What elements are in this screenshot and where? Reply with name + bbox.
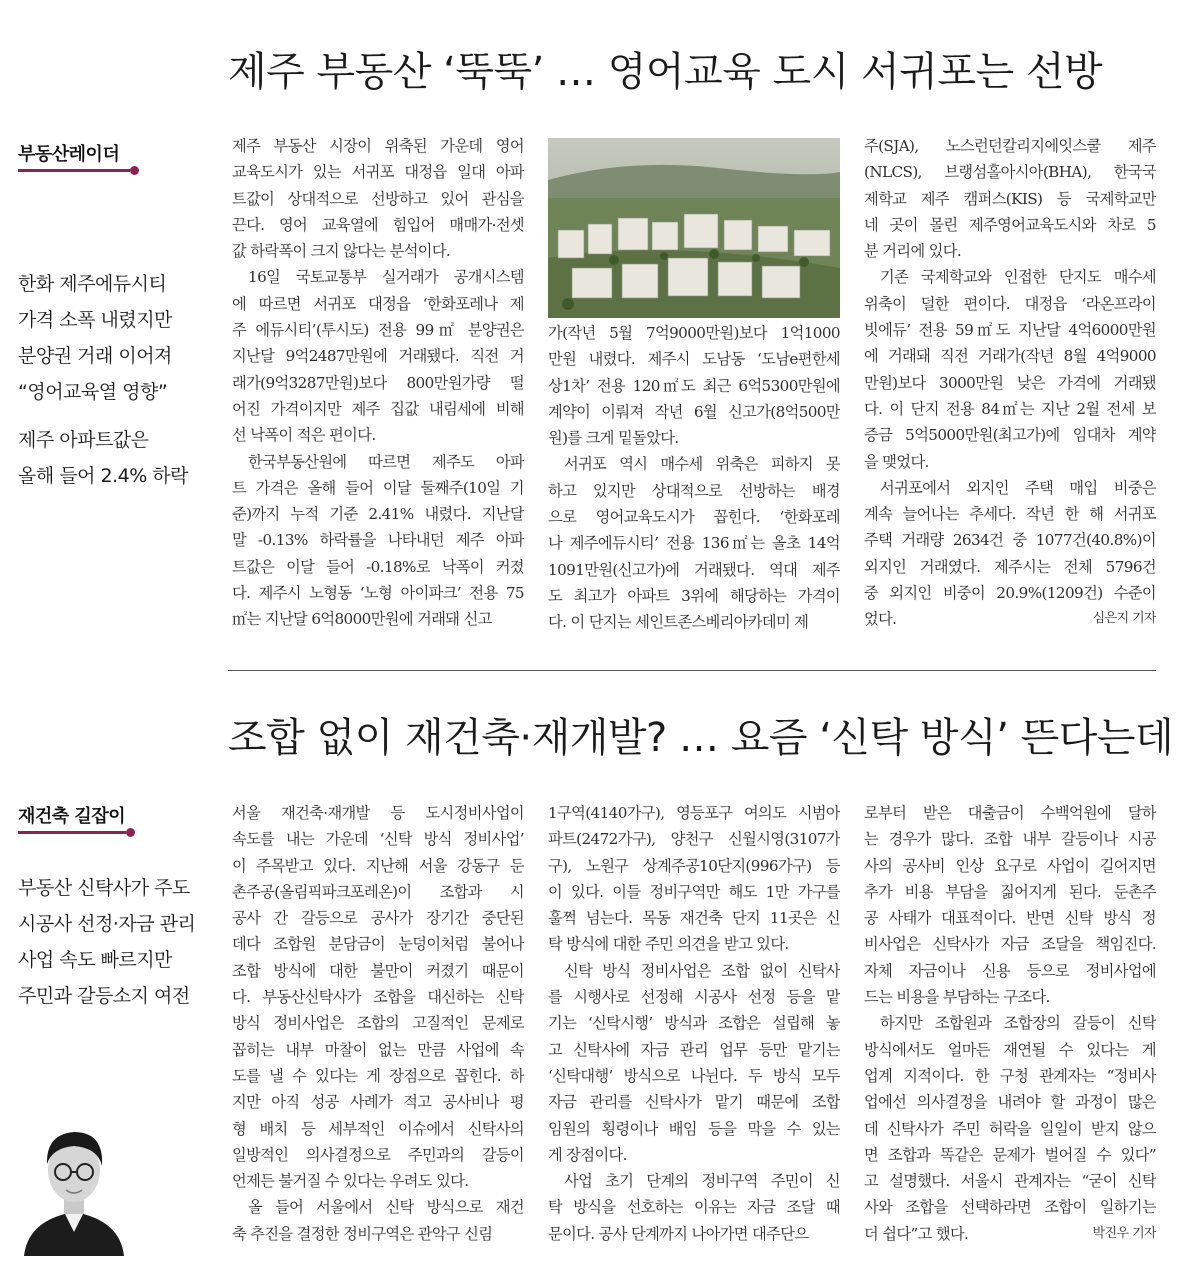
body-text-line: 만원)보다 3000만원 낮은 가격에 거래됐: [864, 373, 1156, 392]
body-text-line: 데 신탁사가 주민 허락을 일일이 받지 않으: [864, 1119, 1156, 1138]
apartment-rendering-image: [548, 138, 840, 318]
article2-subhead: [18, 870, 218, 1014]
body-text-line: 하지만 조합원과 조합장의 갈등이 신탁: [880, 1014, 1156, 1033]
body-text-line: 에 거래돼 직전 거래가(작년 8월 4억9000: [864, 347, 1156, 366]
body-text-line: 증금 5억5000만원(최고가)에 임대차 계약: [864, 426, 1156, 445]
article1-column-3: [864, 133, 1156, 633]
body-text-line: 을 맺었다.: [864, 452, 929, 471]
body-text-fragment: 었다.: [864, 610, 897, 629]
body-text-line: 래가(9억3287만원)보다 800만원가량 떨: [232, 373, 524, 392]
body-text-line: 1구역(4140가구), 영등포구 여의도 시범아: [548, 804, 840, 822]
body-text-line: 축 추진을 결정한 정비구역은 관악구 신림: [232, 1224, 493, 1243]
body-text-line: 가(작년 5월 7억9000만원)보다 1억1000: [548, 324, 840, 342]
body-text-line: 제학교 제주 캠퍼스(KIS) 등 국제학교만: [864, 189, 1156, 208]
body-text-line: 를 시행사로 선정해 시공사 선정 등을 맡: [548, 988, 840, 1007]
subhead-line: 제주 아파트값은: [18, 429, 149, 451]
body-text-line: 값 하락폭이 크지 않다는 분석이다.: [232, 242, 451, 261]
body-text-line: 구), 노원구 상계주공10단지(996가구) 등: [548, 856, 840, 875]
article2-column-3: [864, 800, 1156, 1247]
reporter-byline: 심은지 기자: [1092, 611, 1156, 627]
body-text-line: 언제든 불거질 수 있다는 우려도 있다.: [232, 1172, 469, 1191]
body-text-line: 공 사태가 대표적이다. 반면 신탁 방식 정: [864, 909, 1156, 928]
body-text-line: 일방적인 의사결정으로 주민과의 갈등이: [232, 1145, 524, 1164]
body-text-line: 주(SJA), 노스런던칼리지에잇스쿨 제주: [864, 137, 1156, 155]
body-text-line: ‘신탁대행’ 방식으로 나뉜다. 두 방식 모두: [548, 1066, 840, 1085]
body-text-line: 방식에서도 얼마든 재연될 수 있다는 게: [864, 1040, 1156, 1059]
body-text-line: 어진 가격이지만 제주 집값 내림세에 비해: [232, 399, 524, 418]
body-text-line: 나 제주에듀시티’ 전용 136㎡는 올초 14억: [548, 534, 840, 553]
subhead-line: 주민과 갈등소지 여전: [18, 985, 190, 1007]
body-text-line: 자체 자금이나 신용 등으로 정비사업에: [864, 961, 1156, 980]
body-text-line: 트값이 상대적으로 선방하고 있어 관심을: [232, 189, 524, 208]
body-text-line: 추가 비용 부담을 짊어지게 된다. 둔촌주: [864, 882, 1156, 901]
body-text-line: 이 주목받고 있다. 지난해 서울 강동구 둔: [232, 856, 524, 875]
article1-column-1: [232, 133, 524, 633]
body-text-line: 고 신탁사에 자금 관리 업무 등만 맡기는: [548, 1040, 840, 1059]
body-text-line: 분 거리에 있다.: [864, 242, 962, 261]
body-text-line: 비사업은 신탁사가 자금 조달을 책임진다.: [864, 935, 1156, 954]
body-text-line: 방식 정비사업은 조합의 고질적인 문제로: [232, 1014, 524, 1033]
body-text-line: 공사 간 갈등으로 공사가 장기간 중단된: [232, 909, 524, 928]
body-text-line: [864, 1221, 1156, 1247]
body-text-line: 문이다. 공사 단계까지 나아가면 대주단으: [548, 1224, 809, 1243]
body-text-line: 교육도시가 있는 서귀포 대정읍 일대 아파: [232, 163, 524, 182]
section-underline-dot: [126, 828, 135, 837]
body-text-line: 자금 관리를 신탁사가 맡기 때문에 조합: [548, 1093, 840, 1112]
body-text-line: 에 따르면 서귀포 대정읍 ‘한화포레나 제: [232, 294, 524, 313]
body-text-line: 준)까지 누적 기준 2.41% 내렸다. 지난달: [232, 505, 524, 524]
article2-column-2: [548, 800, 840, 1247]
body-text-line: 다. 이 단지는 세인트존스베리아카데미 제: [548, 613, 809, 632]
body-text-line: 원)를 크게 밑돌았다.: [548, 429, 679, 448]
apartment-rendering-illustration: [548, 138, 840, 318]
body-text-line: 탁 방식에 대한 주민 의견을 받고 있다.: [548, 935, 789, 954]
body-text-line: 꼽히는 내부 마찰이 없는 만큼 사업에 속: [232, 1040, 524, 1059]
body-text-line: 한국부동산원에 따르면 제주도 아파: [248, 452, 524, 471]
reporter-portrait-photo: [18, 1108, 130, 1256]
body-text-line: 사와 조합을 선택하라면 조합이 일하기는: [864, 1198, 1156, 1217]
body-text-line: 하고 있지만 상대적으로 선방하는 배경: [548, 481, 840, 500]
body-text-line: 업계 지적이다. 한 구청 관계자는 “정비사: [864, 1066, 1156, 1085]
body-text-line: 지만 아직 성공 사례가 적고 공사비나 평: [232, 1093, 524, 1112]
body-text-line: 임원의 횡령이나 배임 등을 막을 수 있는: [548, 1119, 840, 1138]
body-text-line: 외지인 거래였다. 제주시는 전체 5796건: [864, 557, 1156, 576]
body-text-line: 서귀포 역시 매수세 위축은 피하지 못: [564, 455, 840, 474]
body-text-line: 주택 거래량 2634건 중 1077건(40.8%)이: [864, 531, 1156, 550]
body-text-line: 이 있다. 이들 정비구역만 해도 1만 가구를: [548, 882, 840, 901]
body-text-line: 말 -0.13% 하락률을 나타내던 제주 아파: [232, 531, 524, 550]
body-text-line: 만원 내렸다. 제주시 도남동 ‘도남e편한세: [548, 350, 840, 369]
body-text-line: 중 외지인 비중이 20.9%(1209건) 수준이: [864, 584, 1156, 603]
body-text-line: 형 배치 등 세부적인 이슈에서 신탁사의: [232, 1119, 524, 1138]
body-text-line: 훌쩍 넘는다. 목동 재건축 단지 11곳은 신: [548, 909, 840, 928]
section-label-real-estate-radar: 부동산레이더: [18, 140, 119, 166]
body-text-line: 네 곳이 몰린 제주영어교육도시와 차로 5: [864, 215, 1156, 234]
body-text-line: 위축이 덜한 편이다. 대정읍 ‘라온프라이: [864, 294, 1156, 313]
body-text-line: 기는 ‘신탁시행’ 방식과 조합은 설립해 놓: [548, 1014, 840, 1033]
article2-column-1: [232, 800, 524, 1247]
body-text-line: ㎡는 지난달 6억8000만원에 거래돼 신고: [232, 610, 492, 629]
subhead-line: 분양권 거래 이어져: [18, 345, 172, 367]
body-text-line: 계약이 이뤄져 작년 6월 신고가(8억500만: [548, 402, 840, 421]
body-text-line: 트값은 이달 들어 -0.18%로 낙폭이 커졌: [232, 557, 524, 576]
section-label-reconstruction-guide: 재건축 길잡이: [18, 802, 125, 828]
subhead-line: 시공사 선정·자금 관리: [18, 913, 196, 935]
body-text-line: 지난달 9억2487만원에 거래됐다. 직전 거: [232, 347, 524, 366]
body-text-line: 고 설명했다. 서울시 관계자는 “굳이 신탁: [864, 1172, 1156, 1191]
body-text-line: 빗에듀’ 전용 59㎡도 지난달 4억6000만원: [864, 321, 1156, 340]
body-text-line: 신탁 방식 정비사업은 조합 없이 신탁사: [564, 961, 840, 980]
body-text-fragment: 더 쉽다”고 했다.: [864, 1224, 969, 1243]
body-text-line: 다. 부동산신탁사가 조합을 대신하는 신탁: [232, 988, 524, 1007]
body-text-line: 상1차’ 전용 120㎡도 최근 6억5300만원에: [548, 376, 840, 395]
body-text-line: 조합 방식에 대한 불만이 커졌기 때문이: [232, 961, 524, 980]
article1-subhead: [18, 266, 218, 494]
body-text-line: 로부터 받은 대출금이 수백억원에 달하: [864, 804, 1156, 822]
body-text-line: 다. 제주시 노형동 ‘노형 아이파크’ 전용 75: [232, 584, 524, 603]
subhead-line: 한화 제주에듀시티: [18, 273, 167, 295]
article1-column-2: [548, 320, 840, 636]
subhead-line: 사업 속도 빠르지만: [18, 949, 172, 971]
body-text-line: 사의 공사비 인상 요구로 사업이 길어지면: [864, 856, 1156, 875]
body-text-line: 게 장점이다.: [548, 1145, 627, 1164]
body-text-line: 16일 국토교통부 실거래가 공개시스템: [248, 268, 524, 287]
reporter-portrait-illustration: [18, 1108, 130, 1256]
subhead-line: “영어교육열 영향”: [18, 381, 168, 403]
section-underline: [18, 169, 130, 172]
article2-headline: 조합 없이 재건축·재개발? … 요즘 ‘신탁 방식’ 뜬다는데: [228, 715, 1174, 761]
body-text-line: 선 낙폭이 적은 편이다.: [232, 426, 376, 445]
body-text-line: 올 들어 서울에서 신탁 방식으로 재건: [248, 1198, 524, 1217]
body-text-line: 도를 낼 수 있다는 게 장점으로 꼽힌다. 하: [232, 1066, 524, 1085]
body-text-line: 탁 방식을 선호하는 이유는 자금 조달 때: [548, 1198, 840, 1217]
body-text-line: (NLCS), 브랭섬홀아시아(BHA), 한국국: [864, 163, 1156, 182]
body-text-line: [864, 606, 1156, 632]
body-text-line: 으로 영어교육도시가 꼽힌다. ‘한화포레: [548, 508, 840, 527]
body-text-line: 도 최고가 아파트 3위에 해당하는 가격이: [548, 586, 840, 605]
body-text-line: 끈다. 영어 교육열에 힘입어 매매가·전셋: [232, 215, 524, 234]
body-text-line: 제주 부동산 시장이 위축된 가운데 영어: [232, 137, 524, 155]
section-underline: [18, 831, 126, 834]
body-text-line: 업에선 의사결정을 내려야 할 과정이 많은: [864, 1093, 1156, 1112]
article1-headline: 제주 부동산 ‘뚝뚝’ … 영어교육 도시 서귀포는 선방: [228, 49, 1103, 95]
body-text-line: 면 조합과 똑같은 문제가 벌어질 수 있다”: [864, 1145, 1156, 1164]
body-text-line: 드는 비용을 부담하는 구조다.: [864, 988, 1050, 1007]
body-text-line: 주 에듀시티’(투시도) 전용 99㎡ 분양권은: [232, 321, 524, 340]
body-text-line: 속도를 내는 가운데 ‘신탁 방식 정비사업’: [232, 830, 524, 849]
body-text-line: 1091만원(신고가)에 거래됐다. 역대 제주: [548, 560, 840, 579]
reporter-byline: 박진우 기자: [1092, 1225, 1156, 1241]
body-text-line: 다. 이 단지 전용 84㎡는 지난 2월 전세 보: [864, 399, 1156, 418]
subhead-line: 가격 소폭 내렸지만: [18, 309, 172, 331]
subhead-line: 올해 들어 2.4% 하락: [18, 465, 189, 487]
body-text-line: 계속 늘어나는 추세다. 작년 한 해 서귀포: [864, 505, 1156, 524]
subhead-line: 부동산 신탁사가 주도: [18, 877, 190, 899]
body-text-line: 트 가격은 올해 들어 이달 둘째주(10일 기: [232, 478, 524, 497]
body-text-line: 기존 국제학교와 인접한 단지도 매수세: [880, 268, 1156, 287]
body-text-line: 데다 조합원 분담금이 눈덩이처럼 불어나: [232, 935, 524, 954]
body-text-line: 서귀포에서 외지인 주택 매입 비중은: [880, 478, 1156, 497]
article-divider: [228, 670, 1156, 671]
body-text-line: 서울 재건축·재개발 등 도시정비사업이: [232, 804, 524, 822]
body-text-line: 사업 초기 단계의 정비구역 주민이 신: [564, 1172, 840, 1191]
body-text-line: 파트(2472가구), 양천구 신월시영(3107가: [548, 830, 840, 849]
body-text-line: 촌주공(올림픽파크포레온)이 조합과 시: [232, 882, 524, 901]
section-underline-dot: [130, 166, 139, 175]
body-text-line: 는 경우가 많다. 조합 내부 갈등이나 시공: [864, 830, 1156, 849]
